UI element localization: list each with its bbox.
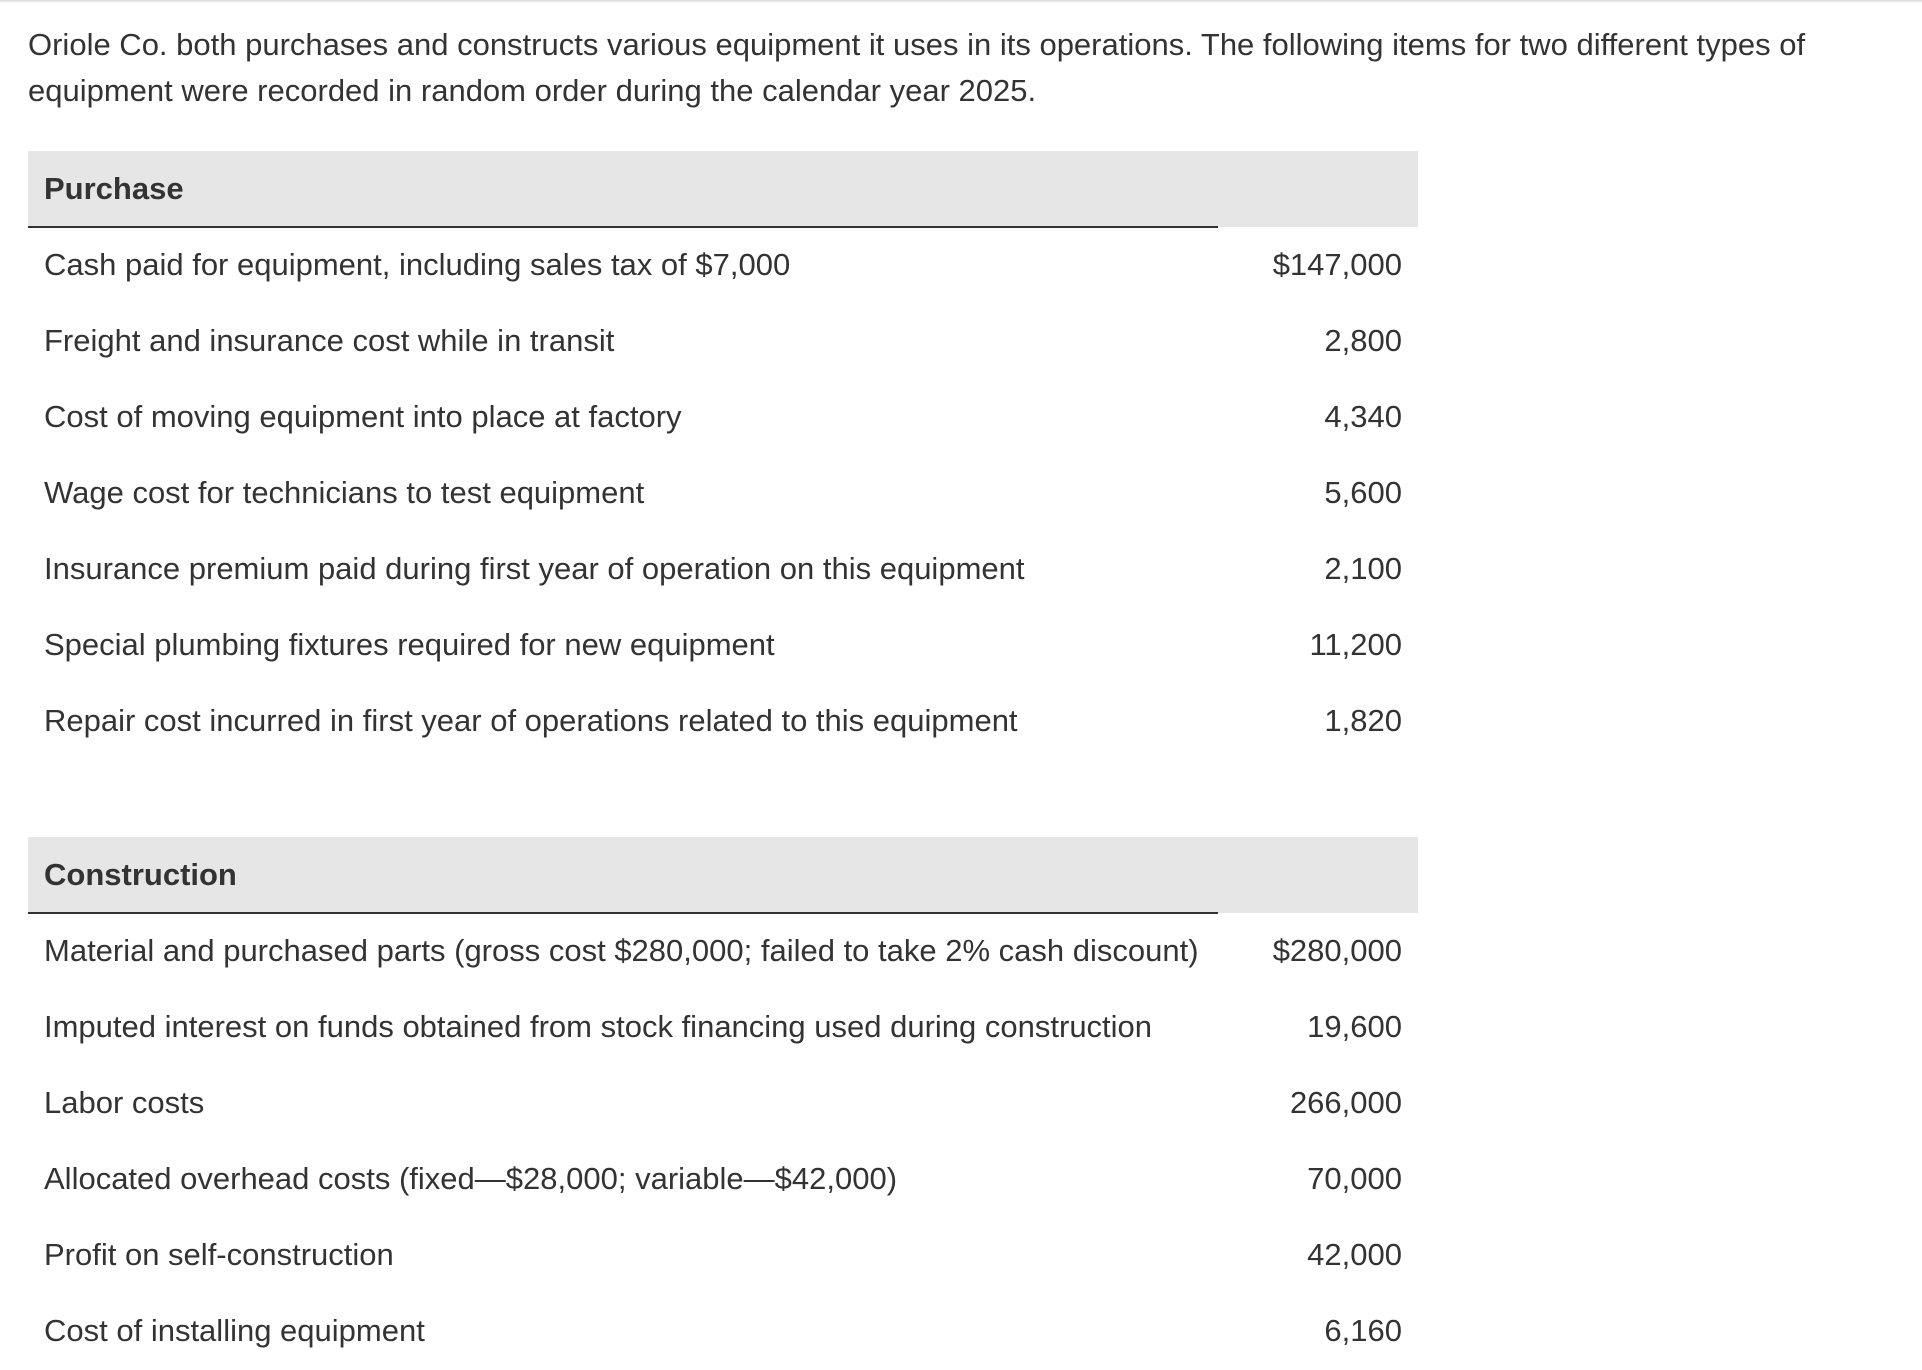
purchase-header bbox=[28, 151, 1418, 227]
table-row bbox=[28, 1141, 1418, 1217]
row-description: Allocated overhead costs (fixed—$28,000; variable—$42,000) bbox=[44, 1161, 898, 1196]
problem-intro: Oriole Co. both purchases and constructs various equipment it uses in its operations. The following items for two different types of equipment were recorded in random order during the calendar year 2025. bbox=[28, 27, 1806, 108]
table-row bbox=[28, 531, 1418, 607]
row-amount: $280,000 bbox=[1272, 933, 1402, 968]
row-amount: 19,600 bbox=[1307, 1009, 1402, 1044]
table-row bbox=[28, 607, 1418, 683]
row-amount: 2,100 bbox=[1324, 551, 1402, 586]
table-row bbox=[28, 1293, 1418, 1369]
table-row bbox=[28, 989, 1418, 1065]
purchase-title: Purchase bbox=[44, 171, 184, 206]
row-amount: 266,000 bbox=[1289, 1085, 1402, 1120]
table-row bbox=[28, 303, 1418, 379]
row-amount: 1,820 bbox=[1324, 703, 1402, 738]
table-row bbox=[28, 455, 1418, 531]
row-description: Cash paid for equipment, including sales tax of $7,000 bbox=[44, 247, 791, 282]
table-row bbox=[28, 379, 1418, 455]
purchase-table bbox=[28, 151, 1418, 759]
construction-title: Construction bbox=[44, 857, 237, 892]
row-description: Insurance premium paid during first year of operation on this equipment bbox=[44, 551, 1025, 586]
row-amount: 70,000 bbox=[1307, 1161, 1402, 1196]
top-divider bbox=[0, 0, 1922, 3]
row-amount: 4,340 bbox=[1324, 399, 1402, 434]
construction-table bbox=[28, 837, 1418, 1369]
row-description: Wage cost for technicians to test equipment bbox=[44, 475, 645, 510]
row-description: Special plumbing fixtures required for new equipment bbox=[44, 627, 775, 662]
table-row bbox=[28, 913, 1418, 989]
construction-header bbox=[28, 837, 1418, 913]
row-description: Cost of moving equipment into place at factory bbox=[44, 399, 682, 434]
row-description: Repair cost incurred in first year of operations related to this equipment bbox=[44, 703, 1018, 738]
table-row bbox=[28, 1065, 1418, 1141]
table-row bbox=[28, 227, 1418, 303]
row-amount: $147,000 bbox=[1272, 247, 1402, 282]
row-amount: 5,600 bbox=[1324, 475, 1402, 510]
row-description: Profit on self-construction bbox=[44, 1237, 394, 1272]
row-description: Cost of installing equipment bbox=[44, 1313, 425, 1348]
row-description: Labor costs bbox=[44, 1085, 205, 1120]
row-amount: 2,800 bbox=[1324, 323, 1402, 358]
row-amount: 6,160 bbox=[1324, 1313, 1402, 1348]
row-description: Freight and insurance cost while in transit bbox=[44, 323, 615, 358]
row-description: Material and purchased parts (gross cost $280,000; failed to take 2% cash discount) bbox=[44, 933, 1199, 968]
table-row bbox=[28, 1217, 1418, 1293]
row-amount: 11,200 bbox=[1309, 627, 1402, 662]
table-row bbox=[28, 683, 1418, 759]
row-description: Imputed interest on funds obtained from stock financing used during construction bbox=[44, 1009, 1153, 1044]
row-amount: 42,000 bbox=[1307, 1237, 1402, 1272]
